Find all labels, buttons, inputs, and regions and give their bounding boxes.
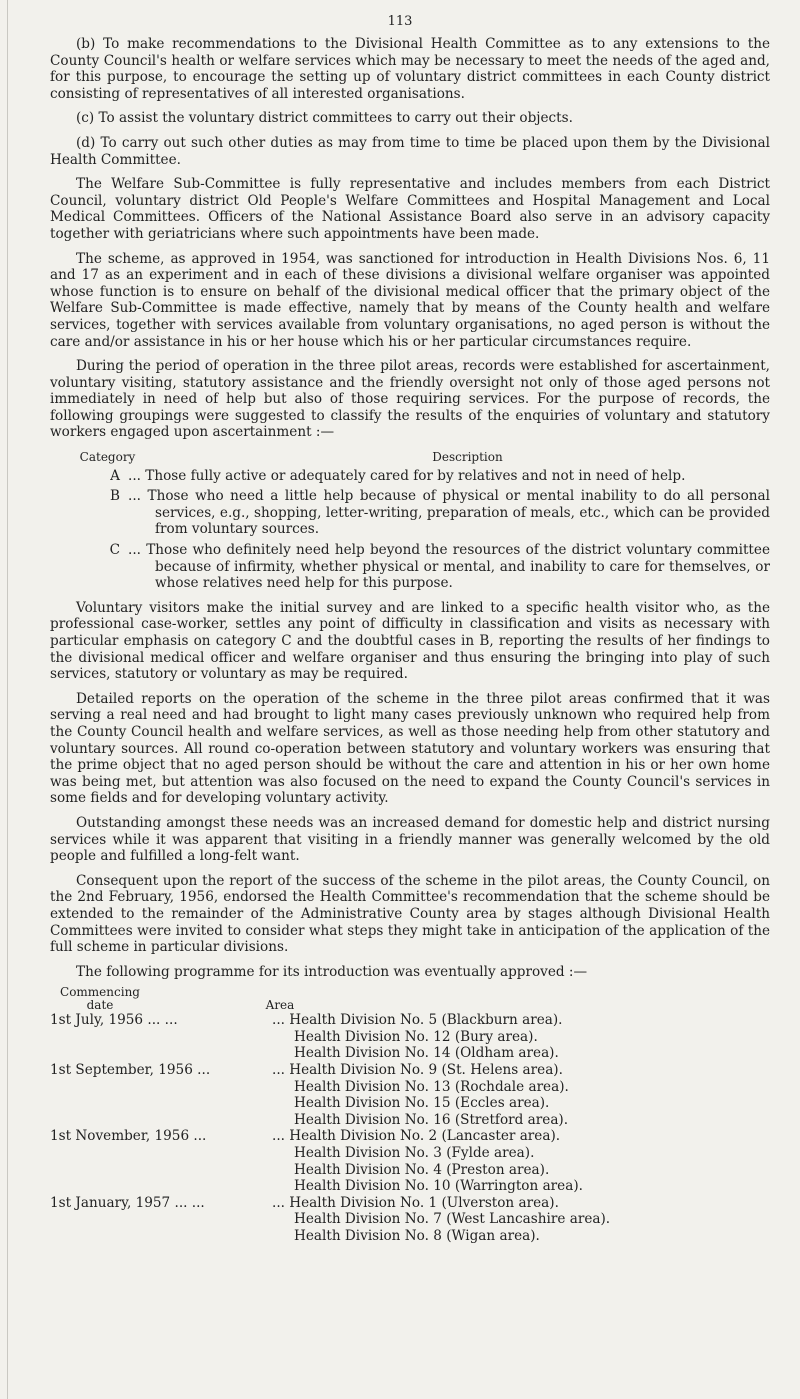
description-column-header: Description (432, 450, 503, 465)
programme-group-july-1956 (50, 1012, 770, 1062)
category-row-a (50, 468, 770, 485)
area-line: Health Division No. 13 (Rochdale area). (294, 1078, 569, 1095)
category-row-c (50, 542, 770, 592)
category-description: ... Those fully active or adequately cared for by relatives and not in need of help. (128, 467, 686, 484)
paragraph-programme: The following programme for its introduction was eventually approved :— (76, 963, 588, 980)
programme-group-september-1956 (50, 1062, 770, 1128)
intro-item-b: (b) To make recommendations to the Divisional Health Committee as to any extensions to the County Council's health or welfare services which may be necessary to meet the needs of the aged and, for this purpose, to encourage the setting up of voluntary district committees in each County district consisting of representatives of all interested organisations. (50, 36, 770, 102)
area-line: Health Division No. 3 (Fylde area). (294, 1145, 535, 1162)
paragraph-consequent: Consequent upon the report of the success of the scheme in the pilot areas, the County Council, on the 2nd February, 1956, endorsed the Health Committee's recommendation that the scheme should be extended to the remainder of the Administrative County area by stages although Divisional Health Committees were invited to consider what steps they might take in anticipation of the application of the full scheme in particular divisions. (50, 872, 770, 956)
intro-item-d: (d) To carry out such other duties as may from time to time be placed upon them by the Divisional Health Committee. (50, 134, 770, 168)
area-line: Health Division No. 4 (Preston area). (294, 1161, 550, 1178)
commencing-date: 1st September, 1956 ... (50, 1062, 211, 1079)
area-line: Health Division No. 14 (Oldham area). (294, 1045, 559, 1062)
programme-table-header (50, 986, 770, 1012)
area-line: ... Health Division No. 2 (Lancaster area). (272, 1128, 561, 1145)
area-line: Health Division No. 7 (West Lancashire area). (294, 1211, 611, 1228)
category-column-header: Category (79, 450, 136, 465)
category-table-header (50, 449, 770, 466)
category-description: ... Those who definitely need help beyond the resources of the district voluntary committee because of infirmity, whether physical or mental, and inability to care for themselves, or whose relatives need help for this purpose. (128, 542, 770, 592)
area-line: ... Health Division No. 1 (Ulverston area). (272, 1194, 559, 1211)
category-description: ... Those who need a little help because of physical or mental inability to do all personal services, e.g., shopping, letter-writing, preparation of meals, etc., which can be provided from voluntary sources. (128, 488, 770, 538)
body-text (50, 36, 770, 1245)
paragraph-subcommittee: The Welfare Sub-Committee is fully representative and includes members from each District Council, voluntary district Old People's Welfare Committees and Hospital Management and Local Medical Committees. Officers of the National Assistance Board also serve in an advisory capacity together with geriatricians where such appointments have been made. (50, 176, 770, 242)
page-number: 113 (387, 14, 413, 29)
commencing-date: 1st January, 1957 ... ... (50, 1194, 205, 1211)
area-line: ... Health Division No. 9 (St. Helens area). (272, 1062, 563, 1079)
commencing-date-header: Commencing date (60, 985, 140, 1013)
category-letter: B (110, 488, 120, 505)
area-line: Health Division No. 10 (Warrington area). (294, 1178, 583, 1195)
paragraph-records: During the period of operation in the three pilot areas, records were established for ascertainment, voluntary visiting, statutory assistance and the friendly oversight not only of those aged persons not immediately in need of help but also of those requiring services. For the purpose of records, the following groupings were suggested to classify the results of the enquiries of voluntary and statutory workers engaged upon ascertainment :— (50, 358, 770, 441)
area-header: Area (265, 998, 295, 1013)
category-row-b (50, 488, 770, 538)
paragraph-outstanding: Outstanding amongst these needs was an increased demand for domestic help and district nursing services while it was apparent that visiting in a friendly manner was generally welcomed by the old people and fulfilled a long-felt want. (50, 814, 770, 865)
area-line: Health Division No. 16 (Stretford area). (294, 1111, 569, 1128)
intro-item-c: (c) To assist the voluntary district committees to carry out their objects. (76, 110, 573, 127)
commencing-date: 1st November, 1956 ... (50, 1128, 207, 1145)
commencing-date: 1st July, 1956 ... ... (50, 1012, 178, 1029)
paragraph-reports: Detailed reports on the operation of the scheme in the three pilot areas confirmed that it was serving a real need and had brought to light many cases previously unknown who required help from the County Council health and welfare services, as well as those needing help from other statutory and voluntary sources. All round co-operation between statutory and voluntary workers was ensuring that the prime object that no aged person should be without the care and attention in his or her own home was being met, but attention was also focused on the need to expand the County Council's services in some fields and for developing voluntary activity. (50, 690, 770, 807)
area-line: ... Health Division No. 5 (Blackburn area). (272, 1012, 563, 1029)
category-letter: A (110, 467, 120, 484)
category-letter: C (109, 542, 120, 559)
area-line: Health Division No. 8 (Wigan area). (294, 1228, 540, 1244)
programme-group-november-1956 (50, 1128, 770, 1194)
paragraph-scheme: The scheme, as approved in 1954, was sanctioned for introduction in Health Divisions Nos. 6, 11 and 17 as an experiment and in each of these divisions a divisional welfare organiser was appointed whose function is to ensure on behalf of the divisional medical officer that the primary object of the Welfare Sub-Committee is made effective, namely that by means of the County health and welfare services, together with services available from voluntary organisations, no aged person is without the care and/or assistance in his or her house which his or her particular circumstances require. (50, 250, 770, 350)
area-line: Health Division No. 12 (Bury area). (294, 1028, 538, 1045)
programme-group-january-1957 (50, 1195, 770, 1245)
paragraph-visitors: Voluntary visitors make the initial survey and are linked to a specific health visitor who, as the professional case-worker, settles any point of difficulty in classification and visits as necessary with particular emphasis on category C and the doubtful cases in B, reporting the results of her findings to the divisional medical officer and welfare organiser and thus ensuring the bringing into play of such services, statutory or voluntary as may be required. (50, 599, 770, 683)
page-edge-line (7, 0, 8, 1399)
area-line: Health Division No. 15 (Eccles area). (294, 1095, 550, 1112)
